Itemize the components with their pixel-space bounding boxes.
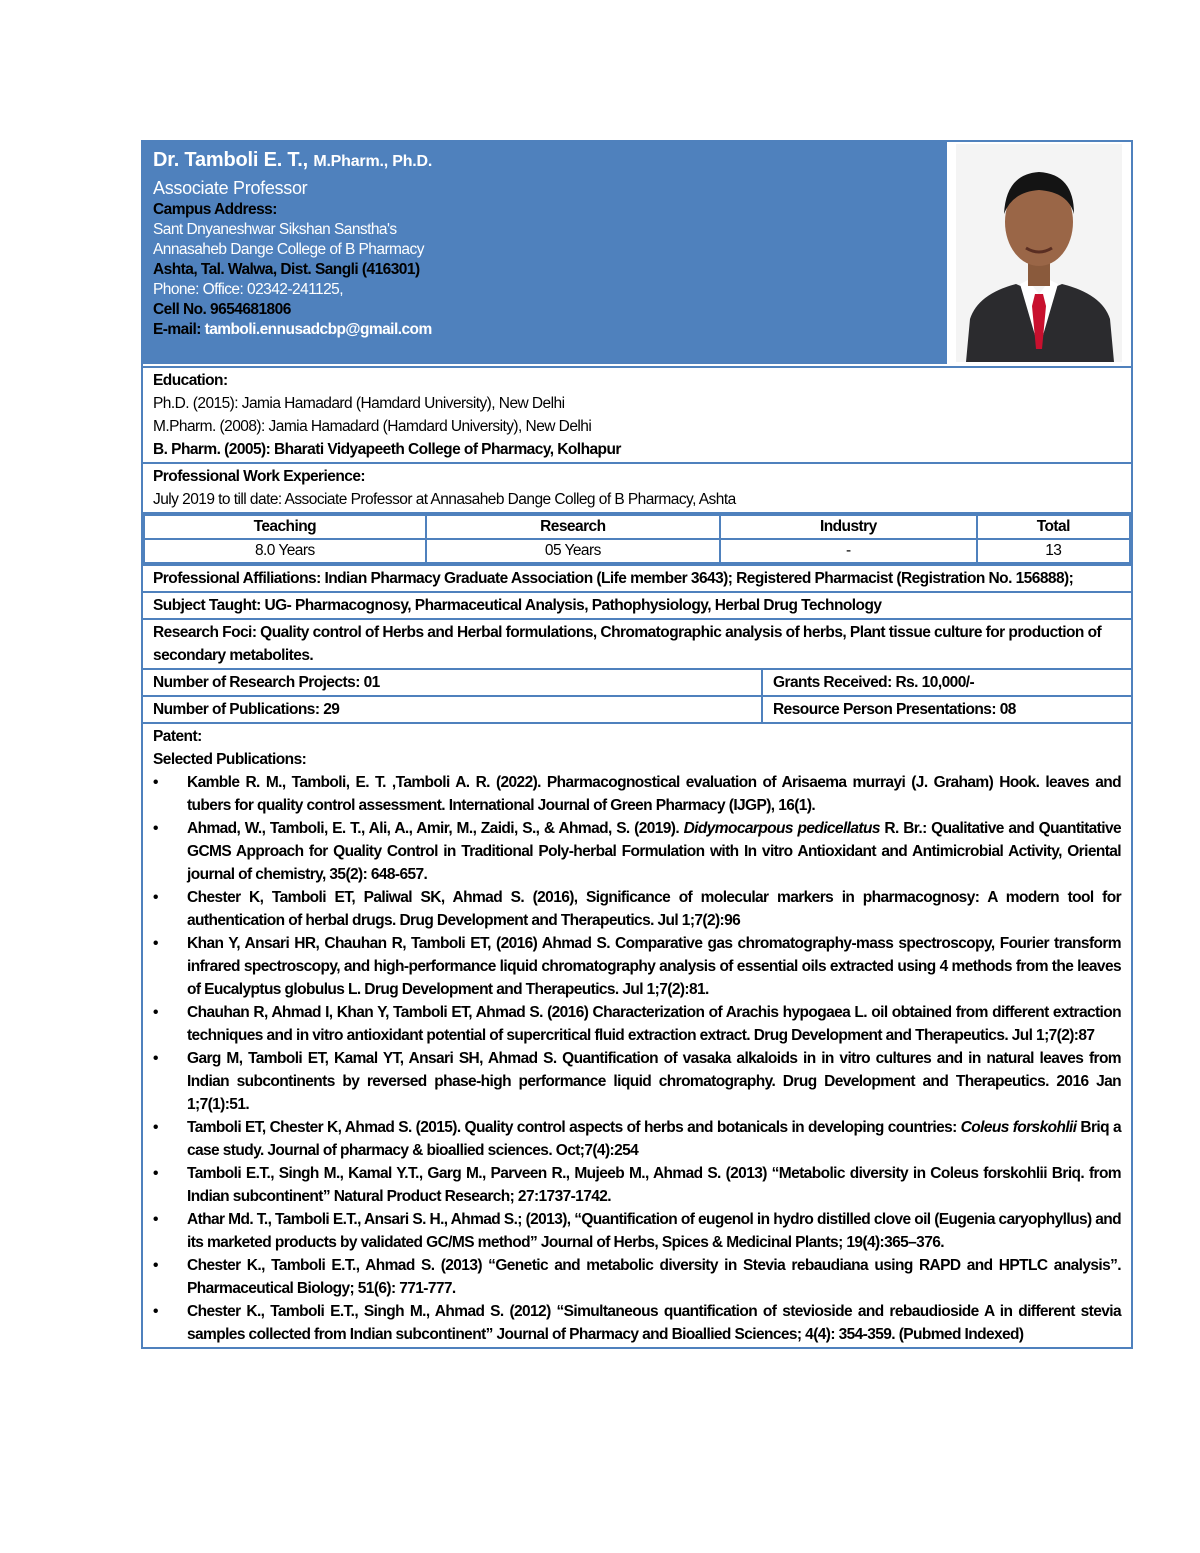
email-line: E-mail: tamboli.ennusadcbp@gmail.com bbox=[153, 321, 432, 338]
publications-label: Selected Publications: bbox=[153, 751, 307, 768]
email-link[interactable]: tamboli.ennusadcbp@gmail.com bbox=[204, 321, 432, 338]
experience-header: Teaching bbox=[144, 515, 426, 539]
experience-header: Total bbox=[977, 515, 1130, 539]
resource-presentations: Resource Person Presentations: 08 bbox=[773, 701, 1016, 718]
experience-value: 05 Years bbox=[426, 539, 720, 563]
profile-photo bbox=[956, 144, 1122, 362]
publication-item: • Tamboli E.T., Singh M., Kamal Y.T., Garg M., Parveen R., Mujeeb M., Ahmad S. (2013) “Metabolic diversity in Coleus forskohlii Briq. from Indian subcontinent” Natural Product Research; 27:1737-1742. bbox=[187, 1162, 1121, 1208]
publication-item: • Chauhan R, Ahmad I, Khan Y, Tamboli ET, Ahmad S. (2016) Characterization of Arachis hypogaea L. oil obtained from different extraction techniques and in vitro antioxidant potential of supercritical fluid extraction extract. Drug Development and Therapeutics. Jul 1;7(2):87 bbox=[187, 1001, 1121, 1047]
education-item: B. Pharm. (2005): Bharati Vidyapeeth College of Pharmacy, Kolhapur bbox=[153, 441, 621, 458]
experience-label: Professional Work Experience: bbox=[153, 468, 366, 485]
address-line: Ashta, Tal. Walwa, Dist. Sangli (416301) bbox=[153, 261, 420, 278]
publication-item: • Chester K., Tamboli E.T., Singh M., Ahmad S. (2012) “Simultaneous quantification of stevioside and rebaudioside A in different stevia samples collected from Indian subcontinent” Journal of Pharmacy and Bioallied Sciences; 4(4): 354-359. (Pubmed Indexed) bbox=[187, 1300, 1121, 1346]
cell: Cell No. 9654681806 bbox=[153, 301, 291, 318]
research-foci: Research Foci: Quality control of Herbs and Herbal formulations, Chromatographic analysis of herbs, Plant tissue culture for production of secondary metabolites. bbox=[143, 620, 1131, 670]
publications-section bbox=[143, 724, 1131, 1347]
experience-section bbox=[143, 464, 1131, 514]
address-line: Annasaheb Dange College of B Pharmacy bbox=[153, 241, 424, 258]
education-item: M.Pharm. (2008): Jamia Hamadard (Hamdard University), New Delhi bbox=[153, 418, 592, 435]
education-label: Education: bbox=[153, 372, 228, 389]
faculty-name: Dr. Tamboli E. T., M.Pharm., Ph.D. bbox=[153, 149, 433, 171]
grants-received: Grants Received: Rs. 10,000/- bbox=[773, 674, 975, 691]
profile-photo-cell bbox=[947, 142, 1131, 366]
publication-item: • Tamboli ET, Chester K, Ahmad S. (2015). Quality control aspects of herbs and botanicals in developing countries: Coleus forskohlii Briq a case study. Journal of pharmacy & bioallied sciences. Oct;7(4):254 bbox=[187, 1116, 1121, 1162]
experience-header-row bbox=[144, 515, 1130, 539]
experience-value-row bbox=[144, 539, 1130, 563]
profile-sheet bbox=[141, 140, 1133, 1349]
address-line: Sant Dnyaneshwar Sikshan Sanstha's bbox=[153, 221, 397, 238]
education-item: Ph.D. (2015): Jamia Hamadard (Hamdard University), New Delhi bbox=[153, 395, 565, 412]
patent-label: Patent: bbox=[153, 728, 202, 745]
subjects-taught: Subject Taught: UG- Pharmacognosy, Pharmaceutical Analysis, Pathophysiology, Herbal Drug Technology bbox=[143, 593, 1131, 620]
experience-value: 13 bbox=[977, 539, 1130, 563]
publications-count: Number of Publications: 29 bbox=[143, 697, 763, 722]
research-projects: Number of Research Projects: 01 bbox=[143, 670, 763, 695]
experience-table bbox=[143, 514, 1131, 564]
publication-list bbox=[153, 771, 1121, 1346]
faculty-degrees: M.Pharm., Ph.D. bbox=[313, 153, 433, 170]
phone: Phone: Office: 02342-241125, bbox=[153, 281, 343, 298]
education-section bbox=[143, 368, 1131, 464]
publication-item: • Chester K., Tamboli E.T., Ahmad S. (2013) “Genetic and metabolic diversity in Stevia rebaudiana using RAPD and HPTLC analysis”. Pharmaceutical Biology; 51(6): 771-777. bbox=[187, 1254, 1121, 1300]
experience-table-wrap bbox=[143, 514, 1131, 566]
publications-count-row bbox=[143, 697, 1131, 724]
publication-item: • Chester K, Tamboli ET, Paliwal SK, Ahmad S. (2016), Significance of molecular markers in pharmacognosy: A modern tool for authentication of herbal drugs. Drug Development and Therapeutics. Jul 1;7(2):96 bbox=[187, 886, 1121, 932]
experience-value: - bbox=[720, 539, 977, 563]
affiliations: Professional Affiliations: Indian Pharmacy Graduate Association (Life member 3643); Registered Pharmacist (Registration No. 156888); bbox=[143, 566, 1131, 593]
publication-item: • Garg M, Tamboli ET, Kamal YT, Ansari SH, Ahmad S. Quantification of vasaka alkaloids in in vitro cultures and in natural leaves from Indian subcontinents by reversed phase-high performance liquid chromatography. Drug Development and Therapeutics. 2016 Jan 1;7(1):51. bbox=[187, 1047, 1121, 1116]
publication-item: • Khan Y, Ansari HR, Chauhan R, Tamboli ET, (2016) Ahmad S. Comparative gas chromatography-mass spectroscopy, Fourier transform infrared spectroscopy, and high-performance liquid chromatography analysis of essential oils extracted using 4 methods from the leaves of Eucalyptus globulus L. Drug Development and Therapeutics. Jul 1;7(2):81. bbox=[187, 932, 1121, 1001]
header-info bbox=[143, 142, 947, 364]
experience-current: July 2019 to till date: Associate Professor at Annasaheb Dange Colleg of B Pharmacy, Ashta bbox=[153, 491, 736, 508]
campus-label: Campus Address: bbox=[153, 201, 277, 218]
publication-item: • Kamble R. M., Tamboli, E. T. ,Tamboli A. R. (2022). Pharmacognostical evaluation of Arisaema murrayi (J. Graham) Hook. leaves and tubers for quality control assessment. International Journal of Green Pharmacy (IJGP), 16(1). bbox=[187, 771, 1121, 817]
designation: Associate Professor bbox=[153, 178, 308, 198]
projects-row bbox=[143, 670, 1131, 697]
publication-item: • Athar Md. T., Tamboli E.T., Ansari S. H., Ahmad S.; (2013), “Quantification of eugenol in hydro distilled clove oil (Eugenia caryophyllus) and its marketed products by validated GC/MS method” Journal of Herbs, Spices & Medicinal Plants; 19(4):365–376. bbox=[187, 1208, 1121, 1254]
publication-item: • Ahmad, W., Tamboli, E. T., Ali, A., Amir, M., Zaidi, S., & Ahmad, S. (2019). Didymocarpous pedicellatus R. Br.: Qualitative and Quantitative GCMS Approach for Quality Control in Traditional Poly-herbal Formulation with In vitro Antioxidant and Antimicrobial Activity, Oriental journal of chemistry, 35(2): 648-657. bbox=[187, 817, 1121, 886]
profile-header bbox=[143, 142, 1131, 368]
experience-value: 8.0 Years bbox=[144, 539, 426, 563]
experience-header: Research bbox=[426, 515, 720, 539]
experience-header: Industry bbox=[720, 515, 977, 539]
